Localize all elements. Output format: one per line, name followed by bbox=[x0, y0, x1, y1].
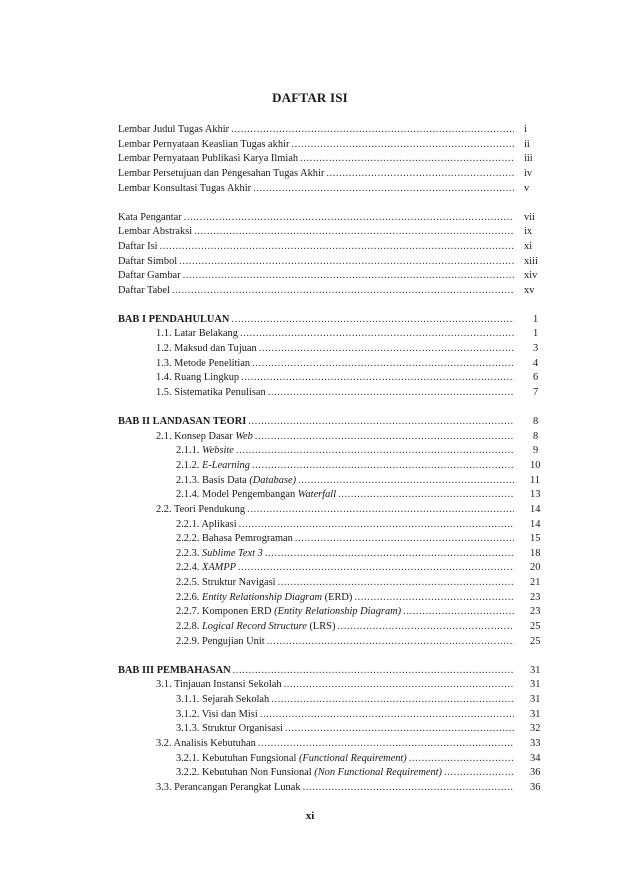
toc-entry-label: 2.2.1. Aplikasi bbox=[176, 518, 237, 530]
leader-dots bbox=[259, 342, 514, 355]
leader-dots bbox=[183, 269, 514, 282]
toc-page-number: 36 bbox=[530, 767, 541, 779]
leader-dots bbox=[260, 708, 514, 721]
leader-dots bbox=[409, 752, 514, 765]
toc-page-number: 11 bbox=[530, 474, 541, 486]
toc-entry-label: BAB I PENDAHULUAN bbox=[118, 313, 230, 325]
toc-entry bbox=[176, 752, 516, 765]
toc-entry bbox=[118, 138, 516, 151]
toc-entry bbox=[118, 123, 516, 136]
toc-entry-label: 1.4. Ruang Lingkup bbox=[156, 372, 240, 384]
toc-entry-label: Lembar Pernyataan Publikasi Karya Ilmiah bbox=[118, 153, 299, 165]
toc-entry-label: Daftar Isi bbox=[118, 240, 158, 252]
leader-dots bbox=[267, 635, 514, 648]
toc-entry bbox=[156, 386, 516, 399]
toc-entry bbox=[118, 152, 516, 165]
toc-entry-label: 3.2.2. Kebutuhan Non Funsional (Non Functional Requirement) bbox=[176, 767, 442, 779]
leader-dots bbox=[231, 123, 514, 136]
toc-entry bbox=[176, 444, 516, 457]
toc-page-number: 32 bbox=[530, 723, 541, 735]
leader-dots bbox=[298, 474, 514, 487]
toc-entry bbox=[118, 284, 516, 297]
leader-dots bbox=[241, 371, 514, 384]
toc-page-number: 36 bbox=[530, 781, 541, 793]
toc-entry-label: 1.1. Latar Belakang bbox=[156, 328, 238, 340]
toc-entry-label: 3.2.1. Kebutuhan Fungsional (Functional Requirement) bbox=[176, 752, 407, 764]
toc-page-number: iii bbox=[524, 153, 533, 165]
leader-dots bbox=[252, 459, 514, 472]
toc-entry-label: 2.1.1. Website bbox=[176, 445, 234, 457]
leader-dots bbox=[295, 532, 514, 545]
toc-entry-label: 3.1.2. Visi dan Misi bbox=[176, 708, 258, 720]
toc-entry-label: Lembar Abstraksi bbox=[118, 226, 193, 238]
toc-page-number: 8 bbox=[533, 415, 539, 427]
toc-entry bbox=[156, 737, 516, 750]
leader-dots bbox=[184, 211, 514, 224]
toc-entry-label: Daftar Tabel bbox=[118, 284, 170, 296]
toc-page-number: ii bbox=[524, 138, 530, 150]
toc-page-number: 9 bbox=[533, 445, 539, 457]
toc-entry-label: 2.2.7. Komponen ERD (Entity Relationship Diagram) bbox=[176, 606, 402, 618]
toc-page-number: 31 bbox=[530, 664, 541, 676]
toc-entry-label: 2.2. Teori Pendukung bbox=[156, 503, 246, 515]
toc-page-number: 25 bbox=[530, 635, 541, 647]
toc-page-number: ix bbox=[524, 226, 533, 238]
toc-page-number: 1 bbox=[533, 328, 539, 340]
toc-page-number: xi bbox=[524, 240, 533, 252]
toc-entry bbox=[118, 225, 516, 238]
toc-entry bbox=[176, 635, 516, 648]
toc-entry bbox=[156, 678, 516, 691]
toc-entry bbox=[118, 269, 516, 282]
toc-page-number: 21 bbox=[530, 577, 541, 589]
toc-page-number: vii bbox=[524, 211, 535, 223]
toc-entry-label: BAB II LANDASAN TEORI bbox=[118, 415, 247, 427]
toc-page-number: 23 bbox=[530, 591, 541, 603]
toc-entry-label: 3.1. Tinjauan Instansi Sekolah bbox=[156, 679, 282, 691]
toc-page-number: 8 bbox=[533, 430, 539, 442]
toc-chapter bbox=[118, 313, 516, 326]
toc-entry bbox=[176, 518, 516, 531]
page-number: xi bbox=[305, 810, 315, 822]
toc-entry bbox=[176, 547, 516, 560]
toc-entry-label: 3.3. Perancangan Perangkat Lunak bbox=[156, 781, 301, 793]
toc-page-number: 7 bbox=[533, 387, 539, 398]
toc-entry bbox=[156, 371, 516, 384]
toc-entry bbox=[118, 211, 516, 224]
toc-entry-label: 3.1.3. Struktur Organisasi bbox=[176, 723, 283, 735]
leader-dots bbox=[255, 430, 514, 443]
leader-dots bbox=[194, 225, 514, 238]
toc-entry bbox=[176, 576, 516, 589]
toc-page-number: 15 bbox=[530, 533, 541, 545]
leader-dots bbox=[236, 444, 514, 457]
toc-page-number: 10 bbox=[530, 459, 541, 471]
toc-entry bbox=[156, 430, 516, 443]
leader-dots bbox=[338, 488, 514, 501]
toc-entry bbox=[176, 561, 516, 574]
toc-chapter bbox=[118, 664, 516, 677]
leader-dots bbox=[231, 313, 514, 326]
toc-entry-label: 2.2.4. XAMPP bbox=[176, 562, 237, 574]
leader-dots bbox=[233, 664, 514, 677]
toc-entry-label: Lembar Konsultasi Tugas Akhir bbox=[118, 182, 252, 194]
page-title: DAFTAR ISI bbox=[272, 90, 348, 105]
toc-entry bbox=[118, 255, 516, 268]
toc-entry-label: 3.2. Analisis Kebutuhan bbox=[156, 737, 256, 749]
toc-page-number: 3 bbox=[533, 343, 539, 355]
toc-page-number: 31 bbox=[530, 708, 541, 720]
toc-entry bbox=[176, 708, 516, 721]
toc-page-number: 18 bbox=[530, 547, 541, 559]
toc-entry bbox=[176, 488, 516, 501]
toc-entry-label: BAB III PEMBAHASAN bbox=[118, 664, 231, 676]
leader-dots bbox=[268, 386, 514, 399]
toc-entry-label: 2.1.3. Basis Data (Database) bbox=[176, 474, 297, 486]
toc-page-number: 14 bbox=[530, 503, 541, 515]
leader-dots bbox=[444, 766, 514, 779]
toc-entry-label: 1.5. Sistematika Penulisan bbox=[156, 387, 266, 398]
toc-entry bbox=[156, 327, 516, 340]
leader-dots bbox=[247, 503, 514, 516]
leader-dots bbox=[291, 138, 514, 151]
toc-entry-label: Daftar Gambar bbox=[118, 270, 181, 282]
toc-page-number: 34 bbox=[530, 752, 541, 764]
leader-dots bbox=[285, 722, 514, 735]
toc-page-number: 31 bbox=[530, 679, 541, 691]
leader-dots bbox=[326, 167, 514, 180]
toc-entry-label: 2.2.3. Sublime Text 3 bbox=[176, 547, 263, 559]
toc-entry-label: 2.2.2. Bahasa Pemrograman bbox=[176, 533, 293, 545]
toc-entry bbox=[156, 503, 516, 516]
leader-dots bbox=[284, 678, 514, 691]
toc-page-number: xiii bbox=[524, 255, 538, 267]
leader-dots bbox=[238, 561, 514, 574]
toc-entry bbox=[176, 459, 516, 472]
leader-dots bbox=[258, 737, 514, 750]
toc-entry bbox=[176, 620, 516, 633]
leader-dots bbox=[403, 605, 514, 618]
toc-entry-label: 2.2.6. Entity Relationship Diagram (ERD) bbox=[176, 591, 353, 603]
leader-dots bbox=[240, 327, 514, 340]
toc-page-number: 6 bbox=[533, 372, 539, 384]
toc-entry-label: Lembar Persetujuan dan Pengesahan Tugas Akhir bbox=[118, 167, 325, 179]
toc-entry bbox=[176, 693, 516, 706]
toc-page-number: 31 bbox=[530, 693, 541, 705]
toc-entry bbox=[118, 240, 516, 253]
leader-dots bbox=[271, 693, 514, 706]
toc-entry-label: 1.3. Metode Penelitian bbox=[156, 357, 251, 369]
toc-entry bbox=[156, 342, 516, 355]
toc-entry bbox=[176, 605, 516, 618]
toc-entry bbox=[176, 722, 516, 735]
leader-dots bbox=[300, 152, 514, 165]
toc-page-number: iv bbox=[524, 167, 533, 179]
toc-entry bbox=[156, 781, 516, 794]
toc-entry-label: 2.1.4. Model Pengembangan Waterfall bbox=[176, 489, 337, 501]
leader-dots bbox=[354, 591, 514, 604]
toc-page-number: 14 bbox=[530, 518, 541, 530]
toc-page-number: i bbox=[524, 124, 527, 135]
leader-dots bbox=[278, 576, 514, 589]
toc-page-number: 25 bbox=[530, 621, 541, 633]
leader-dots bbox=[265, 547, 514, 560]
toc-page-number: xv bbox=[524, 284, 535, 296]
toc-page-number: 4 bbox=[533, 357, 539, 369]
toc-chapter bbox=[118, 415, 516, 428]
leader-dots bbox=[248, 415, 514, 428]
toc-entry-label: 1.2. Maksud dan Tujuan bbox=[156, 343, 257, 355]
toc-page-number: 13 bbox=[530, 489, 541, 501]
toc-page-number: 23 bbox=[530, 606, 541, 618]
leader-dots bbox=[337, 620, 514, 633]
toc-entry bbox=[118, 182, 516, 195]
toc-entry-label: 3.1.1. Sejarah Sekolah bbox=[176, 693, 270, 705]
toc-page-number: 20 bbox=[530, 562, 541, 574]
toc-entry bbox=[176, 591, 516, 604]
toc-entry-label: Lembar Judul Tugas Akhir bbox=[118, 124, 230, 135]
leader-dots bbox=[252, 357, 514, 370]
toc-entry-label: 2.2.5. Struktur Navigasi bbox=[176, 577, 276, 589]
leader-dots bbox=[172, 284, 514, 297]
toc-entry-label: Lembar Pernyataan Keaslian Tugas akhir bbox=[118, 138, 290, 150]
toc-entry bbox=[156, 357, 516, 370]
toc-entry bbox=[176, 766, 516, 779]
toc-page-number: 33 bbox=[530, 737, 541, 749]
leader-dots bbox=[160, 240, 514, 253]
toc-page-number: v bbox=[524, 182, 530, 194]
toc-entry bbox=[176, 474, 516, 487]
toc-page-number: 1 bbox=[533, 313, 539, 325]
toc-entry-label: Daftar Simbol bbox=[118, 255, 178, 267]
leader-dots bbox=[253, 182, 514, 195]
toc-entry-label: 2.2.8. Logical Record Structure (LRS) bbox=[176, 621, 336, 633]
toc-entry-label: 2.2.9. Pengujian Unit bbox=[176, 635, 265, 647]
toc-entry bbox=[176, 532, 516, 545]
toc-entry-label: Kata Pengantar bbox=[118, 211, 182, 223]
toc-entry-label: 2.1.2. E-Learning bbox=[176, 459, 250, 471]
leader-dots bbox=[179, 255, 514, 268]
toc-page-number: xiv bbox=[524, 270, 538, 282]
toc-entry bbox=[118, 167, 516, 180]
leader-dots bbox=[239, 518, 514, 531]
leader-dots bbox=[303, 781, 514, 794]
toc-entry-label: 2.1. Konsep Dasar Web bbox=[156, 430, 253, 442]
